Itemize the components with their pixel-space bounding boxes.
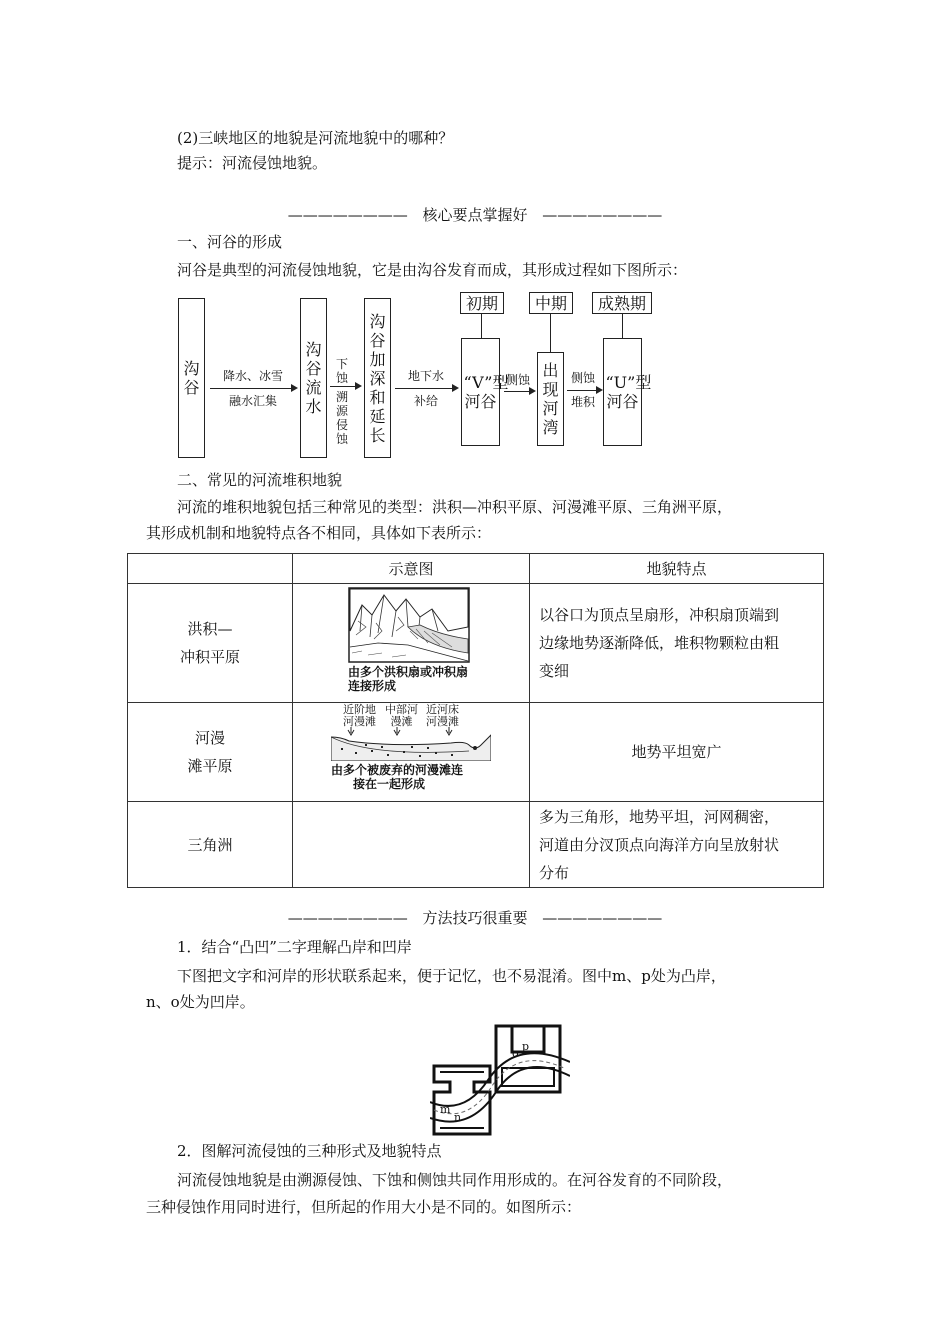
- row3-feature: [530, 802, 824, 888]
- arrow5-bottom-label: 堆积: [570, 395, 595, 409]
- box-v-valley-label: “V”型河谷: [463, 373, 509, 411]
- row3-feature-line1: 多为三角形，地势平坦，河网稠密，: [539, 807, 780, 826]
- arrow1-bottom-label: 融水汇集: [228, 394, 277, 408]
- floodplain-label-middle: [385, 704, 418, 728]
- stage-middle-connector: [550, 314, 551, 352]
- row1-feature-line2: 边缘地势逐渐降低，堆积物颗粒由粗: [539, 634, 780, 652]
- question-text: (2)三峡地区的地貌是河流地貌中的哪种？: [177, 129, 454, 147]
- section-title-2: 方法技巧很重要: [422, 909, 528, 927]
- section-title: 核心要点掌握好: [422, 206, 528, 224]
- row3-name: 三角洲: [128, 802, 293, 888]
- stage-early: 初期: [460, 292, 504, 314]
- arrow5-top-label: 侧蚀: [570, 371, 595, 385]
- row1-name-line2: 冲积平原: [179, 648, 240, 666]
- channel-label-line2: 河漫滩: [426, 715, 459, 728]
- method-1-heading: 1．结合“凸凹”二字理解凸岸和凹岸: [177, 938, 412, 956]
- floodplain-label-channel: [426, 704, 459, 728]
- dash-right-2: ————————: [542, 909, 663, 927]
- section-heading-method: [0, 908, 950, 928]
- hint-text: 提示：河流侵蚀地貌。: [177, 154, 328, 172]
- label-n: n: [454, 1111, 462, 1124]
- arrow-5: [567, 390, 601, 391]
- row2-feature: 地势平坦宽广: [530, 703, 824, 802]
- stage-mature: 成熟期: [592, 292, 652, 314]
- row1-feature: [530, 584, 824, 703]
- convex-concave-illustration: [430, 1022, 570, 1140]
- box-bend-label: 出现河湾: [542, 361, 559, 437]
- arrow3-bottom-label: 补给: [413, 394, 438, 408]
- method-2-heading: 2．图解河流侵蚀的三种形式及地貌特点: [177, 1142, 442, 1160]
- floodplain-label-terrace: [343, 704, 376, 728]
- heading-deposition: 二、常见的河流堆积地貌: [177, 471, 343, 489]
- row1-diagram-cell: [293, 584, 530, 703]
- box-gully-water: [300, 298, 327, 458]
- box-u-valley-label: “U”型河谷: [605, 373, 652, 411]
- row3-diagram-cell: [293, 802, 530, 888]
- method-1-paragraph-1: 下图把文字和河岸的形状联系起来，便于记忆，也不易混淆。图中m、p处为凸岸，: [177, 967, 726, 985]
- arrow-3: [395, 388, 457, 389]
- arrow3-top-label: 地下水: [407, 369, 444, 383]
- dash-left-2: ————————: [287, 909, 408, 927]
- arrow-2: [330, 386, 360, 387]
- row1-name-line1: 洪积—: [187, 620, 233, 638]
- alluvial-fan-illustration: [348, 587, 470, 663]
- table-corner: [128, 554, 293, 584]
- label-o: o: [512, 1047, 519, 1060]
- arrow-1: [210, 388, 296, 389]
- channel-label-line1: 近河床: [426, 703, 459, 716]
- method-2-paragraph-1: 河流侵蚀地貌是由溯源侵蚀、下蚀和侧蚀共同作用形成的。在河谷发育的不同阶段，: [177, 1171, 733, 1189]
- row2-caption-line2: 接在一起形成: [353, 777, 426, 791]
- paragraph-deposition-1: 河流的堆积地貌包括三种常见的类型：洪积—冲积平原、河漫滩平原、三角洲平原，: [177, 498, 733, 516]
- middle-label-line2: 漫滩: [390, 715, 413, 728]
- stage-mature-connector: [622, 314, 623, 338]
- stage-middle: 中期: [529, 292, 573, 314]
- arrow4-label: 侧蚀: [505, 373, 530, 387]
- box-gully-label: 沟谷: [183, 359, 200, 397]
- middle-label-line1: 中部河: [385, 703, 418, 716]
- arrow2-bottom-label: 溯源侵蚀: [335, 390, 348, 446]
- paragraph-deposition-2: 其形成机制和地貌特点各不相同，具体如下表所示：: [146, 524, 492, 542]
- table-header-feature: 地貌特点: [530, 554, 824, 584]
- row2-name-line1: 河漫: [194, 729, 225, 747]
- terrace-label-line2: 河漫滩: [343, 715, 376, 728]
- floodplain-illustration: [331, 727, 491, 761]
- method-1-paragraph-2: n、o处为凹岸。: [146, 993, 255, 1011]
- method-2-paragraph-2: 三种侵蚀作用同时进行，但所起的作用大小是不同的。如图所示：: [146, 1198, 582, 1216]
- convex-concave-diagram: [430, 1022, 570, 1140]
- arrow-4: [504, 391, 534, 392]
- section-heading-core: [0, 205, 950, 225]
- stage-early-connector: [481, 314, 482, 338]
- arrow2-top-label: 下蚀: [335, 357, 348, 385]
- row1-feature-line1: 以谷口为顶点呈扇形，冲积扇顶端到: [539, 606, 780, 624]
- box-bend: [537, 352, 564, 446]
- label-m: m: [440, 1103, 451, 1116]
- arrow1-top-label: 降水、冰雪: [222, 369, 283, 383]
- box-deepen-label: 沟谷加深和延长: [369, 311, 386, 445]
- row3-feature-line3: 分布: [539, 863, 570, 882]
- terrace-label-line1: 近阶地: [343, 703, 376, 716]
- row1-caption-line1: 由多个洪积扇或冲积扇: [348, 665, 469, 679]
- row3-feature-line2: 河道由分汊顶点向海洋方向呈放射状: [539, 835, 780, 854]
- box-gully-water-label: 沟谷流水: [305, 340, 322, 416]
- box-deepen: [364, 298, 391, 458]
- row2-caption-line1: 由多个被废弃的河漫滩连: [331, 763, 464, 777]
- table-header-diagram: 示意图: [293, 554, 530, 584]
- row1-feature-line3: 变细: [539, 662, 570, 680]
- paragraph-valley: 河谷是典型的河流侵蚀地貌，它是由沟谷发育而成，其形成过程如下图所示：: [177, 261, 688, 279]
- row2-diagram-cell: [293, 703, 530, 802]
- heading-valley-formation: 一、河谷的形成: [177, 233, 283, 251]
- row1-caption-line2: 连接形成: [348, 679, 397, 693]
- dash-left: ————————: [287, 206, 408, 224]
- label-p: p: [522, 1040, 530, 1053]
- box-u-valley: [603, 338, 652, 446]
- deposition-table: [127, 553, 824, 888]
- box-v-valley: [461, 338, 509, 446]
- row2-name: [128, 703, 293, 802]
- box-gully: [178, 298, 205, 458]
- dash-right: ————————: [542, 206, 663, 224]
- row2-name-line2: 滩平原: [187, 757, 233, 775]
- row1-name: [128, 584, 293, 703]
